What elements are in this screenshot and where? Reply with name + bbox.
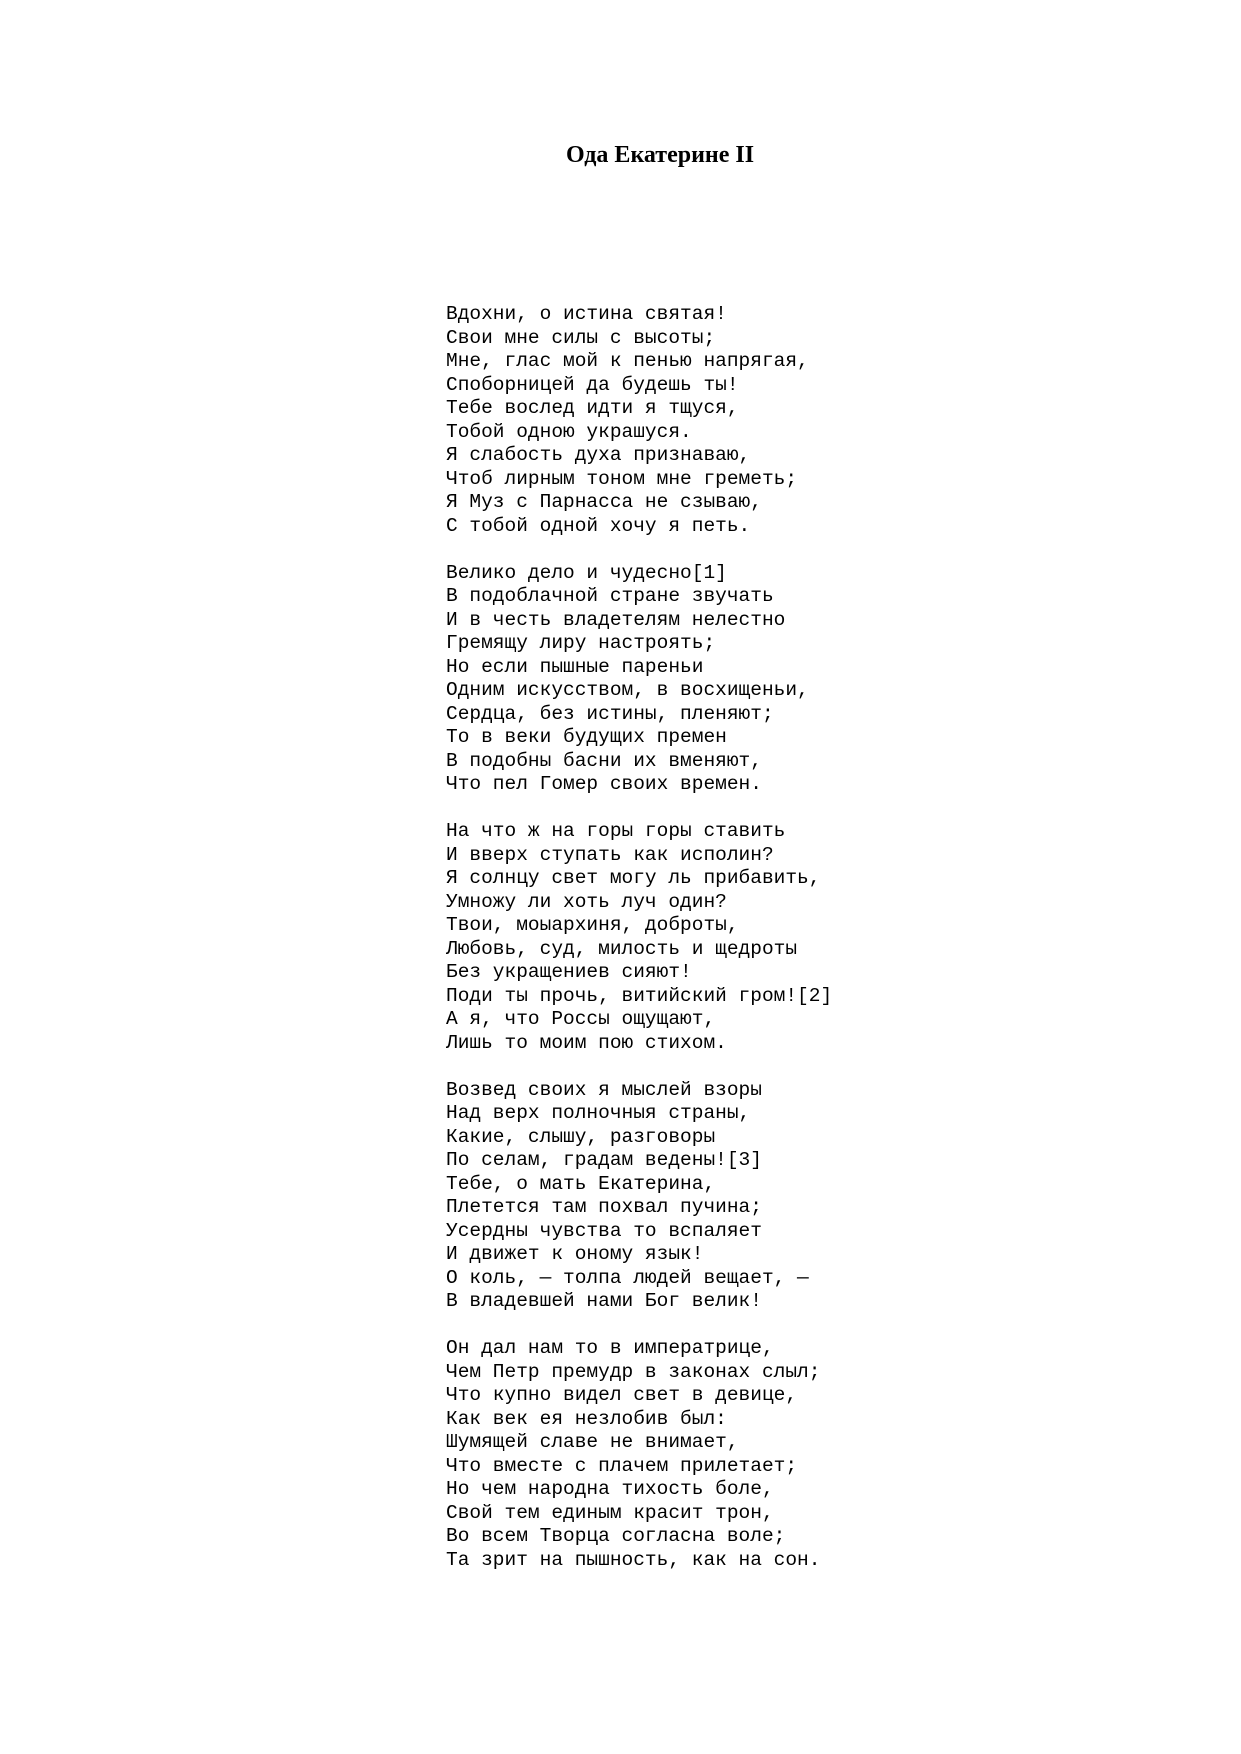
poem-line: Но если пышные пареньи bbox=[446, 655, 704, 678]
poem-line: Чтоб лирным тоном мне греметь; bbox=[446, 467, 798, 490]
poem-line: Какие, слышу, разговоры bbox=[446, 1125, 716, 1148]
poem-line: И движет к оному язык! bbox=[446, 1243, 704, 1265]
poem-line: А я, что Россы ощущают, bbox=[446, 1008, 716, 1030]
poem-line: Что купно видел свет в девице, bbox=[446, 1384, 798, 1406]
poem-line: Усердны чувства то вспаляет bbox=[446, 1219, 762, 1242]
poem-title: Ода Екатерине II bbox=[565, 142, 755, 168]
poem-line: Споборницей да будешь ты! bbox=[446, 373, 739, 396]
poem-line: Плетется там похвал пучина; bbox=[446, 1196, 762, 1218]
poem-line: Тебе, о мать Екатерина, bbox=[446, 1172, 716, 1195]
poem-line: Поди ты прочь, витийский гром![2] bbox=[446, 984, 833, 1007]
poem-line: Велико дело и чудесно[1] bbox=[446, 561, 727, 584]
poem-line: В владевшей нами Бог велик! bbox=[446, 1290, 762, 1312]
poem-line: Тобой одною украшуся. bbox=[446, 420, 692, 443]
poem-line: Та зрит на пышность, как на сон. bbox=[446, 1548, 821, 1571]
poem-line: Без укращениев сияют! bbox=[446, 961, 692, 983]
poem-line: О коль, — толпа людей вещает, — bbox=[446, 1266, 809, 1289]
poem-line: То в веки будущих премен bbox=[446, 726, 727, 748]
poem-line: Как век ея незлобив был: bbox=[446, 1407, 727, 1430]
poem-line: По селам, градам ведены![3] bbox=[446, 1149, 762, 1171]
poem-line: И в честь владетелям нелестно bbox=[446, 608, 786, 631]
poem-line: Что пел Гомер своих времен. bbox=[446, 773, 762, 795]
poem-line: Умножу ли хоть луч один? bbox=[446, 890, 727, 913]
poem-line: Я солнцу свет могу ль прибавить, bbox=[446, 867, 821, 889]
stanza bbox=[446, 303, 1206, 538]
poem-line: Лишь то моим пою стихом. bbox=[446, 1031, 727, 1054]
stanza bbox=[446, 820, 1206, 1055]
stanza bbox=[446, 1079, 1206, 1314]
poem-line: Любовь, суд, милость и щедроты bbox=[446, 937, 798, 960]
poem-line: Свои мне силы с высоты; bbox=[446, 326, 716, 349]
poem-line: Во всем Творца согласна воле; bbox=[446, 1525, 786, 1547]
poem-line: В подоблачной стране звучать bbox=[446, 585, 774, 607]
poem-line: Одним искусством, в восхищеньи, bbox=[446, 679, 809, 701]
stanza bbox=[446, 562, 1206, 797]
poem-line: Он дал нам то в императрице, bbox=[446, 1337, 774, 1359]
poem-line: Гремящу лиру настроять; bbox=[446, 632, 716, 654]
poem-line: Я Муз с Парнасса не сзываю, bbox=[446, 491, 762, 513]
poem-line: Сердца, без истины, пленяют; bbox=[446, 702, 774, 725]
poem-line: Вдохни, о истина святая! bbox=[446, 303, 727, 325]
poem-line: На что ж на горы горы ставить bbox=[446, 820, 786, 842]
poem-line: Но чем народна тихость боле, bbox=[446, 1478, 774, 1500]
poem-line: Над верх полночныя страны, bbox=[446, 1102, 751, 1124]
poem-line: Шумящей славе не внимает, bbox=[446, 1431, 739, 1453]
poem-line: Тебе вослед идти я тщуся, bbox=[446, 397, 739, 419]
poem-body bbox=[446, 303, 1206, 1596]
poem-line: Свой тем единым красит трон, bbox=[446, 1501, 774, 1524]
poem-line: С тобой одной хочу я петь. bbox=[446, 514, 751, 537]
poem-line: Чем Петр премудр в законах слыл; bbox=[446, 1360, 821, 1383]
stanza bbox=[446, 1337, 1206, 1572]
poem-line: Возвед своих я мыслей взоры bbox=[446, 1078, 762, 1101]
poem-line: Что вместе с плачем прилетает; bbox=[446, 1454, 798, 1477]
poem-line: В подобны басни их вменяют, bbox=[446, 749, 762, 772]
poem-line: Твои, моыархиня, доброты, bbox=[446, 914, 739, 936]
poem-line: Я слабость духа признаваю, bbox=[446, 444, 751, 466]
poem-line: Мне, глас мой к пенью напрягая, bbox=[446, 350, 809, 372]
poem-line: И вверх ступать как исполин? bbox=[446, 843, 774, 866]
